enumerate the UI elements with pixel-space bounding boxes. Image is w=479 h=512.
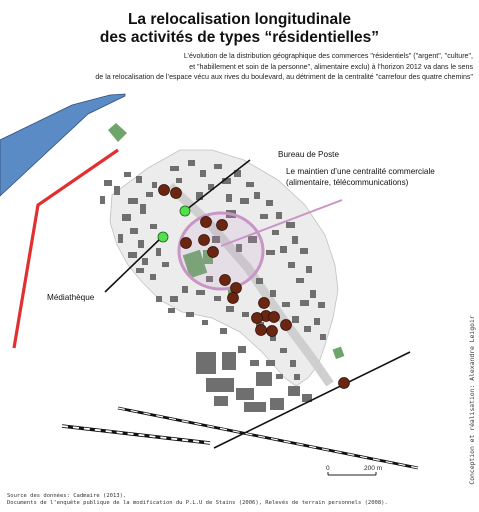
building — [300, 300, 309, 306]
building — [214, 296, 221, 301]
commerce-dot[interactable] — [259, 298, 270, 309]
building — [242, 312, 249, 317]
industrial-building — [222, 352, 236, 370]
mediatheque-marker[interactable] — [158, 232, 168, 242]
building — [304, 326, 311, 332]
building — [170, 166, 179, 171]
commerce-dot[interactable] — [267, 326, 278, 337]
building — [124, 172, 131, 177]
building — [260, 214, 268, 219]
label-mediatheque: Médiathèque — [47, 293, 95, 302]
park-north — [108, 123, 127, 142]
building — [270, 290, 276, 297]
building — [182, 286, 188, 293]
industrial-building — [288, 386, 300, 396]
building — [266, 360, 275, 366]
red-road — [14, 150, 118, 348]
commerce-dot[interactable] — [269, 312, 280, 323]
building — [128, 198, 138, 204]
building — [150, 224, 157, 229]
building — [168, 308, 175, 313]
building — [226, 306, 234, 312]
building — [152, 182, 157, 188]
building — [162, 262, 169, 267]
building — [286, 222, 295, 228]
map-title-line2: des activités de types “résidentielles” — [99, 29, 380, 46]
building — [170, 296, 178, 302]
building — [238, 346, 246, 353]
building — [272, 230, 279, 235]
map-title-line1: La relocalisation longitudinale — [127, 11, 352, 28]
industrial-building — [206, 378, 234, 392]
building — [114, 186, 120, 195]
building — [306, 266, 312, 273]
building — [254, 192, 260, 199]
building — [290, 360, 296, 367]
industrial-building — [244, 402, 266, 412]
commerce-dot[interactable] — [217, 220, 228, 231]
commerce-dot[interactable] — [201, 217, 212, 228]
scale-bar — [328, 472, 376, 475]
park-east — [333, 347, 345, 359]
building — [288, 262, 295, 268]
industrial-building — [236, 388, 254, 400]
building — [246, 182, 254, 187]
building — [310, 290, 316, 298]
building — [276, 374, 283, 379]
commerce-dot[interactable] — [208, 247, 219, 258]
building — [276, 212, 282, 219]
subtitle-line2: et "habillement et soin de la personne", alimentaire exclu) à l’horizon 2012 va dans le sens — [189, 62, 473, 71]
commerce-dot[interactable] — [220, 275, 231, 286]
subtitle-line1: L’évolution de la distribution géographique des commerces "résidentiels" ("argent", "culture", — [183, 52, 473, 60]
industrial-building — [214, 396, 228, 406]
building — [266, 250, 275, 255]
building — [226, 194, 232, 202]
label-centralite-line1: Le maintien d’une centralité commerciale — [286, 167, 435, 176]
commerce-dot[interactable] — [199, 235, 210, 246]
building — [104, 180, 112, 186]
commerce-dot[interactable] — [252, 313, 263, 324]
building — [292, 316, 299, 323]
building — [186, 312, 194, 317]
building — [140, 204, 146, 214]
building — [118, 234, 123, 243]
source-line2: Documents de l’enquête publique de la modification du P.L.U de Stains (2006), Relevés de terrain personnels (2008). — [7, 500, 388, 506]
building — [188, 160, 195, 166]
building — [292, 236, 298, 244]
commerce-dot[interactable] — [171, 188, 182, 199]
building — [296, 278, 304, 283]
building — [130, 228, 138, 234]
scale-distance-label: 200 m — [364, 465, 383, 472]
label-centralite-line2: (alimentaire, télécommunications) — [286, 178, 409, 187]
commerce-dot[interactable] — [181, 238, 192, 249]
building — [136, 176, 142, 183]
building — [200, 170, 206, 177]
building — [196, 290, 205, 295]
building — [128, 252, 137, 258]
building — [100, 196, 105, 204]
building — [176, 178, 182, 183]
building — [280, 348, 287, 353]
post-office-marker[interactable] — [180, 206, 190, 216]
industrial-building — [270, 398, 284, 410]
label-bureau-de-poste: Bureau de Poste — [278, 150, 339, 159]
industrial-building — [256, 372, 272, 386]
commerce-dot[interactable] — [159, 185, 170, 196]
industrial-building — [196, 352, 216, 374]
building — [156, 248, 161, 256]
building — [240, 198, 249, 204]
credit-text: Conception et réalisation: Alexandre Leigoir — [468, 315, 476, 485]
building — [156, 296, 162, 302]
building — [300, 248, 308, 254]
commerce-dot[interactable] — [256, 325, 267, 336]
building — [138, 240, 144, 248]
building — [150, 274, 156, 280]
building — [214, 164, 222, 169]
building — [256, 278, 263, 284]
building — [202, 320, 208, 325]
building — [318, 302, 325, 308]
building — [142, 258, 148, 265]
building — [266, 200, 273, 206]
building — [146, 192, 153, 197]
building — [320, 334, 326, 340]
building — [122, 214, 131, 221]
scale-zero-label: 0 — [326, 465, 330, 472]
building — [314, 318, 320, 325]
building — [136, 268, 144, 273]
building — [250, 360, 259, 366]
building — [294, 374, 300, 380]
author-credit — [466, 290, 478, 510]
source-line1: Source des données: Cadmaire (2013). — [7, 493, 127, 499]
commerce-dot[interactable] — [281, 320, 292, 331]
commerce-dot[interactable] — [231, 283, 242, 294]
building — [280, 246, 287, 253]
commerce-dot[interactable] — [228, 293, 239, 304]
building — [282, 302, 290, 307]
building — [220, 328, 227, 334]
subtitle-line3: de la relocalisation de l’espace vécu aux rives du boulevard, au détriment de la centralité "carrefour des quatre chemins" — [95, 73, 473, 82]
commerce-dot[interactable] — [339, 378, 350, 389]
